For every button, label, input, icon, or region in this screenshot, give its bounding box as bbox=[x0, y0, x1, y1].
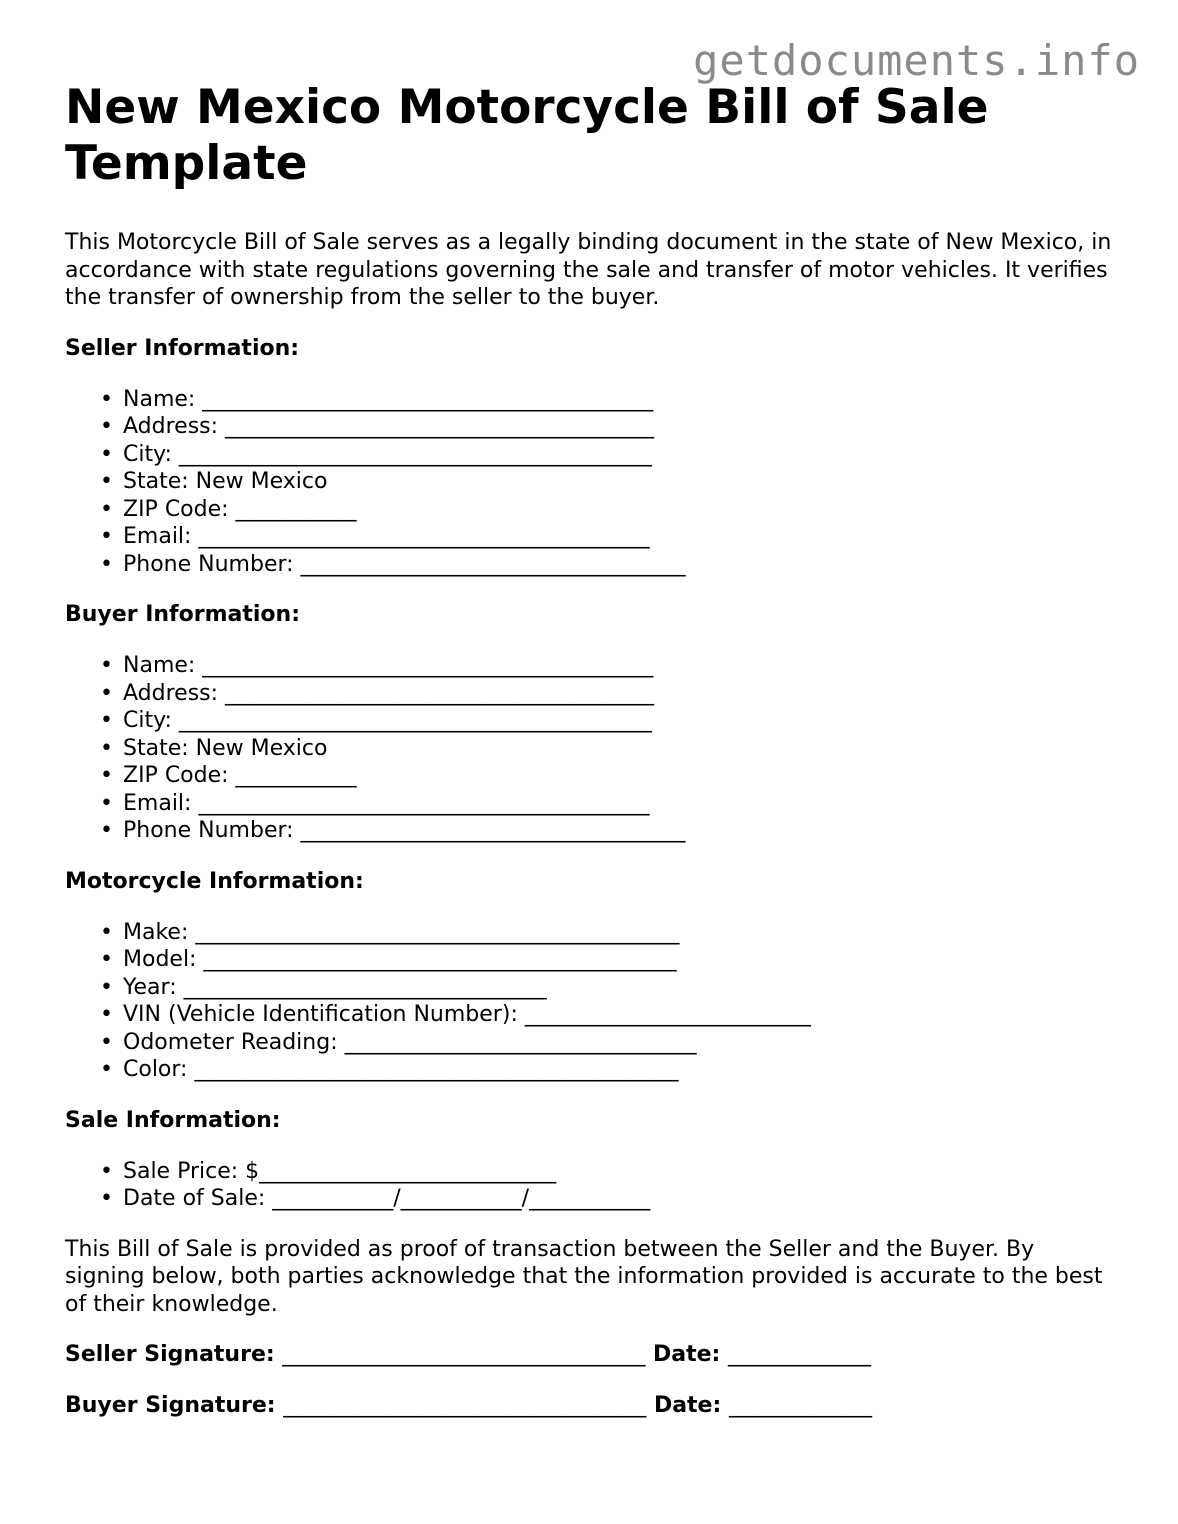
seller-field-list bbox=[65, 386, 1125, 579]
buyer-email-field[interactable]: • Email: _________________________________________ bbox=[100, 790, 650, 816]
bullet-icon: • bbox=[100, 919, 113, 945]
buyer-phone-field[interactable]: • Phone Number: ___________________________________ bbox=[100, 818, 686, 843]
watermark: getdocuments.info bbox=[693, 36, 1140, 85]
sale-heading: Sale Information: bbox=[65, 1107, 281, 1133]
seller-signature-line bbox=[65, 1341, 1125, 1369]
bullet-icon: • bbox=[100, 735, 113, 761]
buyer-signature-blank[interactable]: _________________________________ bbox=[283, 1393, 647, 1418]
bullet-icon: • bbox=[100, 414, 113, 439]
motorcycle-odometer-field[interactable]: • Odometer Reading: ________________________________ bbox=[100, 1029, 697, 1055]
sale-price-field[interactable]: • Sale Price: $___________________________ bbox=[100, 1158, 557, 1184]
buyer-address-field[interactable]: • Address: _______________________________________ bbox=[100, 680, 655, 706]
bullet-icon: • bbox=[100, 551, 113, 577]
buyer-signature-label: Buyer Signature: bbox=[65, 1393, 276, 1418]
sale-date-field[interactable]: • Date of Sale: ___________/___________/___________ bbox=[100, 1186, 651, 1211]
bullet-icon: • bbox=[100, 818, 113, 843]
sale-field-list bbox=[65, 1158, 1125, 1213]
seller-zip-field[interactable]: • ZIP Code: ___________ bbox=[100, 496, 357, 522]
bullet-icon: • bbox=[100, 974, 113, 1000]
bullet-icon: • bbox=[100, 947, 113, 972]
seller-name-field[interactable]: • Name: _________________________________________ bbox=[100, 386, 654, 412]
buyer-field-list bbox=[65, 652, 1125, 845]
buyer-signature-line bbox=[65, 1392, 1125, 1420]
bullet-icon: • bbox=[100, 1057, 113, 1082]
seller-date-label: Date: bbox=[653, 1342, 721, 1367]
seller-heading: Seller Information: bbox=[65, 335, 300, 361]
bullet-icon: • bbox=[100, 1002, 113, 1027]
motorcycle-year-field[interactable]: • Year: _________________________________ bbox=[100, 974, 547, 1000]
seller-phone-field[interactable]: • Phone Number: ___________________________________ bbox=[100, 551, 686, 577]
bullet-icon: • bbox=[100, 680, 113, 706]
buyer-heading: Buyer Information: bbox=[65, 602, 300, 627]
bullet-icon: • bbox=[100, 790, 113, 816]
buyer-zip-field[interactable]: • ZIP Code: ___________ bbox=[100, 763, 357, 788]
seller-city-field[interactable]: • City: ___________________________________________ bbox=[100, 441, 652, 467]
bullet-icon: • bbox=[100, 469, 113, 494]
seller-signature-label: Seller Signature: bbox=[65, 1342, 275, 1367]
motorcycle-color-field[interactable]: • Color: ____________________________________________ bbox=[100, 1057, 679, 1082]
seller-date-blank[interactable]: _____________ bbox=[728, 1342, 872, 1367]
bullet-icon: • bbox=[100, 1158, 113, 1184]
bullet-icon: • bbox=[100, 763, 113, 788]
motorcycle-make-field[interactable]: • Make: ____________________________________________ bbox=[100, 919, 680, 945]
bullet-icon: • bbox=[100, 386, 113, 412]
bullet-icon: • bbox=[100, 1186, 113, 1211]
buyer-name-field[interactable]: • Name: _________________________________________ bbox=[100, 653, 654, 678]
bullet-icon: • bbox=[100, 653, 113, 678]
document-page bbox=[65, 80, 1125, 1420]
buyer-date-blank[interactable]: _____________ bbox=[728, 1393, 872, 1418]
motorcycle-model-field[interactable]: • Model: ___________________________________________ bbox=[100, 947, 677, 972]
motorcycle-vin-field[interactable]: • VIN (Vehicle Identification Number): __________________________ bbox=[100, 1002, 811, 1027]
page-title: New Mexico Motorcycle Bill of Sale Template bbox=[65, 80, 989, 191]
motorcycle-heading: Motorcycle Information: bbox=[65, 868, 364, 894]
seller-address-field[interactable]: • Address: _______________________________________ bbox=[100, 414, 655, 439]
motorcycle-field-list bbox=[65, 919, 1125, 1084]
bullet-icon: • bbox=[100, 708, 113, 733]
bullet-icon: • bbox=[100, 1029, 113, 1055]
closing-paragraph: This Bill of Sale is provided as proof of transaction between the Seller and the Buyer. By signing below, both parties acknowledge that the information provided is accurate to the best of their knowledge. bbox=[65, 1236, 1103, 1317]
buyer-date-label: Date: bbox=[653, 1393, 722, 1418]
seller-signature-blank[interactable]: _________________________________ bbox=[282, 1342, 646, 1367]
bullet-icon: • bbox=[100, 496, 113, 522]
bullet-icon: • bbox=[100, 441, 113, 467]
bullet-icon: • bbox=[100, 524, 113, 549]
seller-state-field: • State: New Mexico bbox=[100, 469, 328, 494]
seller-email-field[interactable]: • Email: _________________________________________ bbox=[100, 524, 650, 549]
buyer-city-field[interactable]: • City: ___________________________________________ bbox=[100, 708, 652, 733]
buyer-state-field: • State: New Mexico bbox=[100, 735, 328, 761]
intro-paragraph: This Motorcycle Bill of Sale serves as a legally binding document in the state of New Mexico, in accordance with state regulations governing the sale and transfer of motor vehicles. It verifies the transfer of ownership from the seller to the buyer. bbox=[65, 230, 1112, 310]
